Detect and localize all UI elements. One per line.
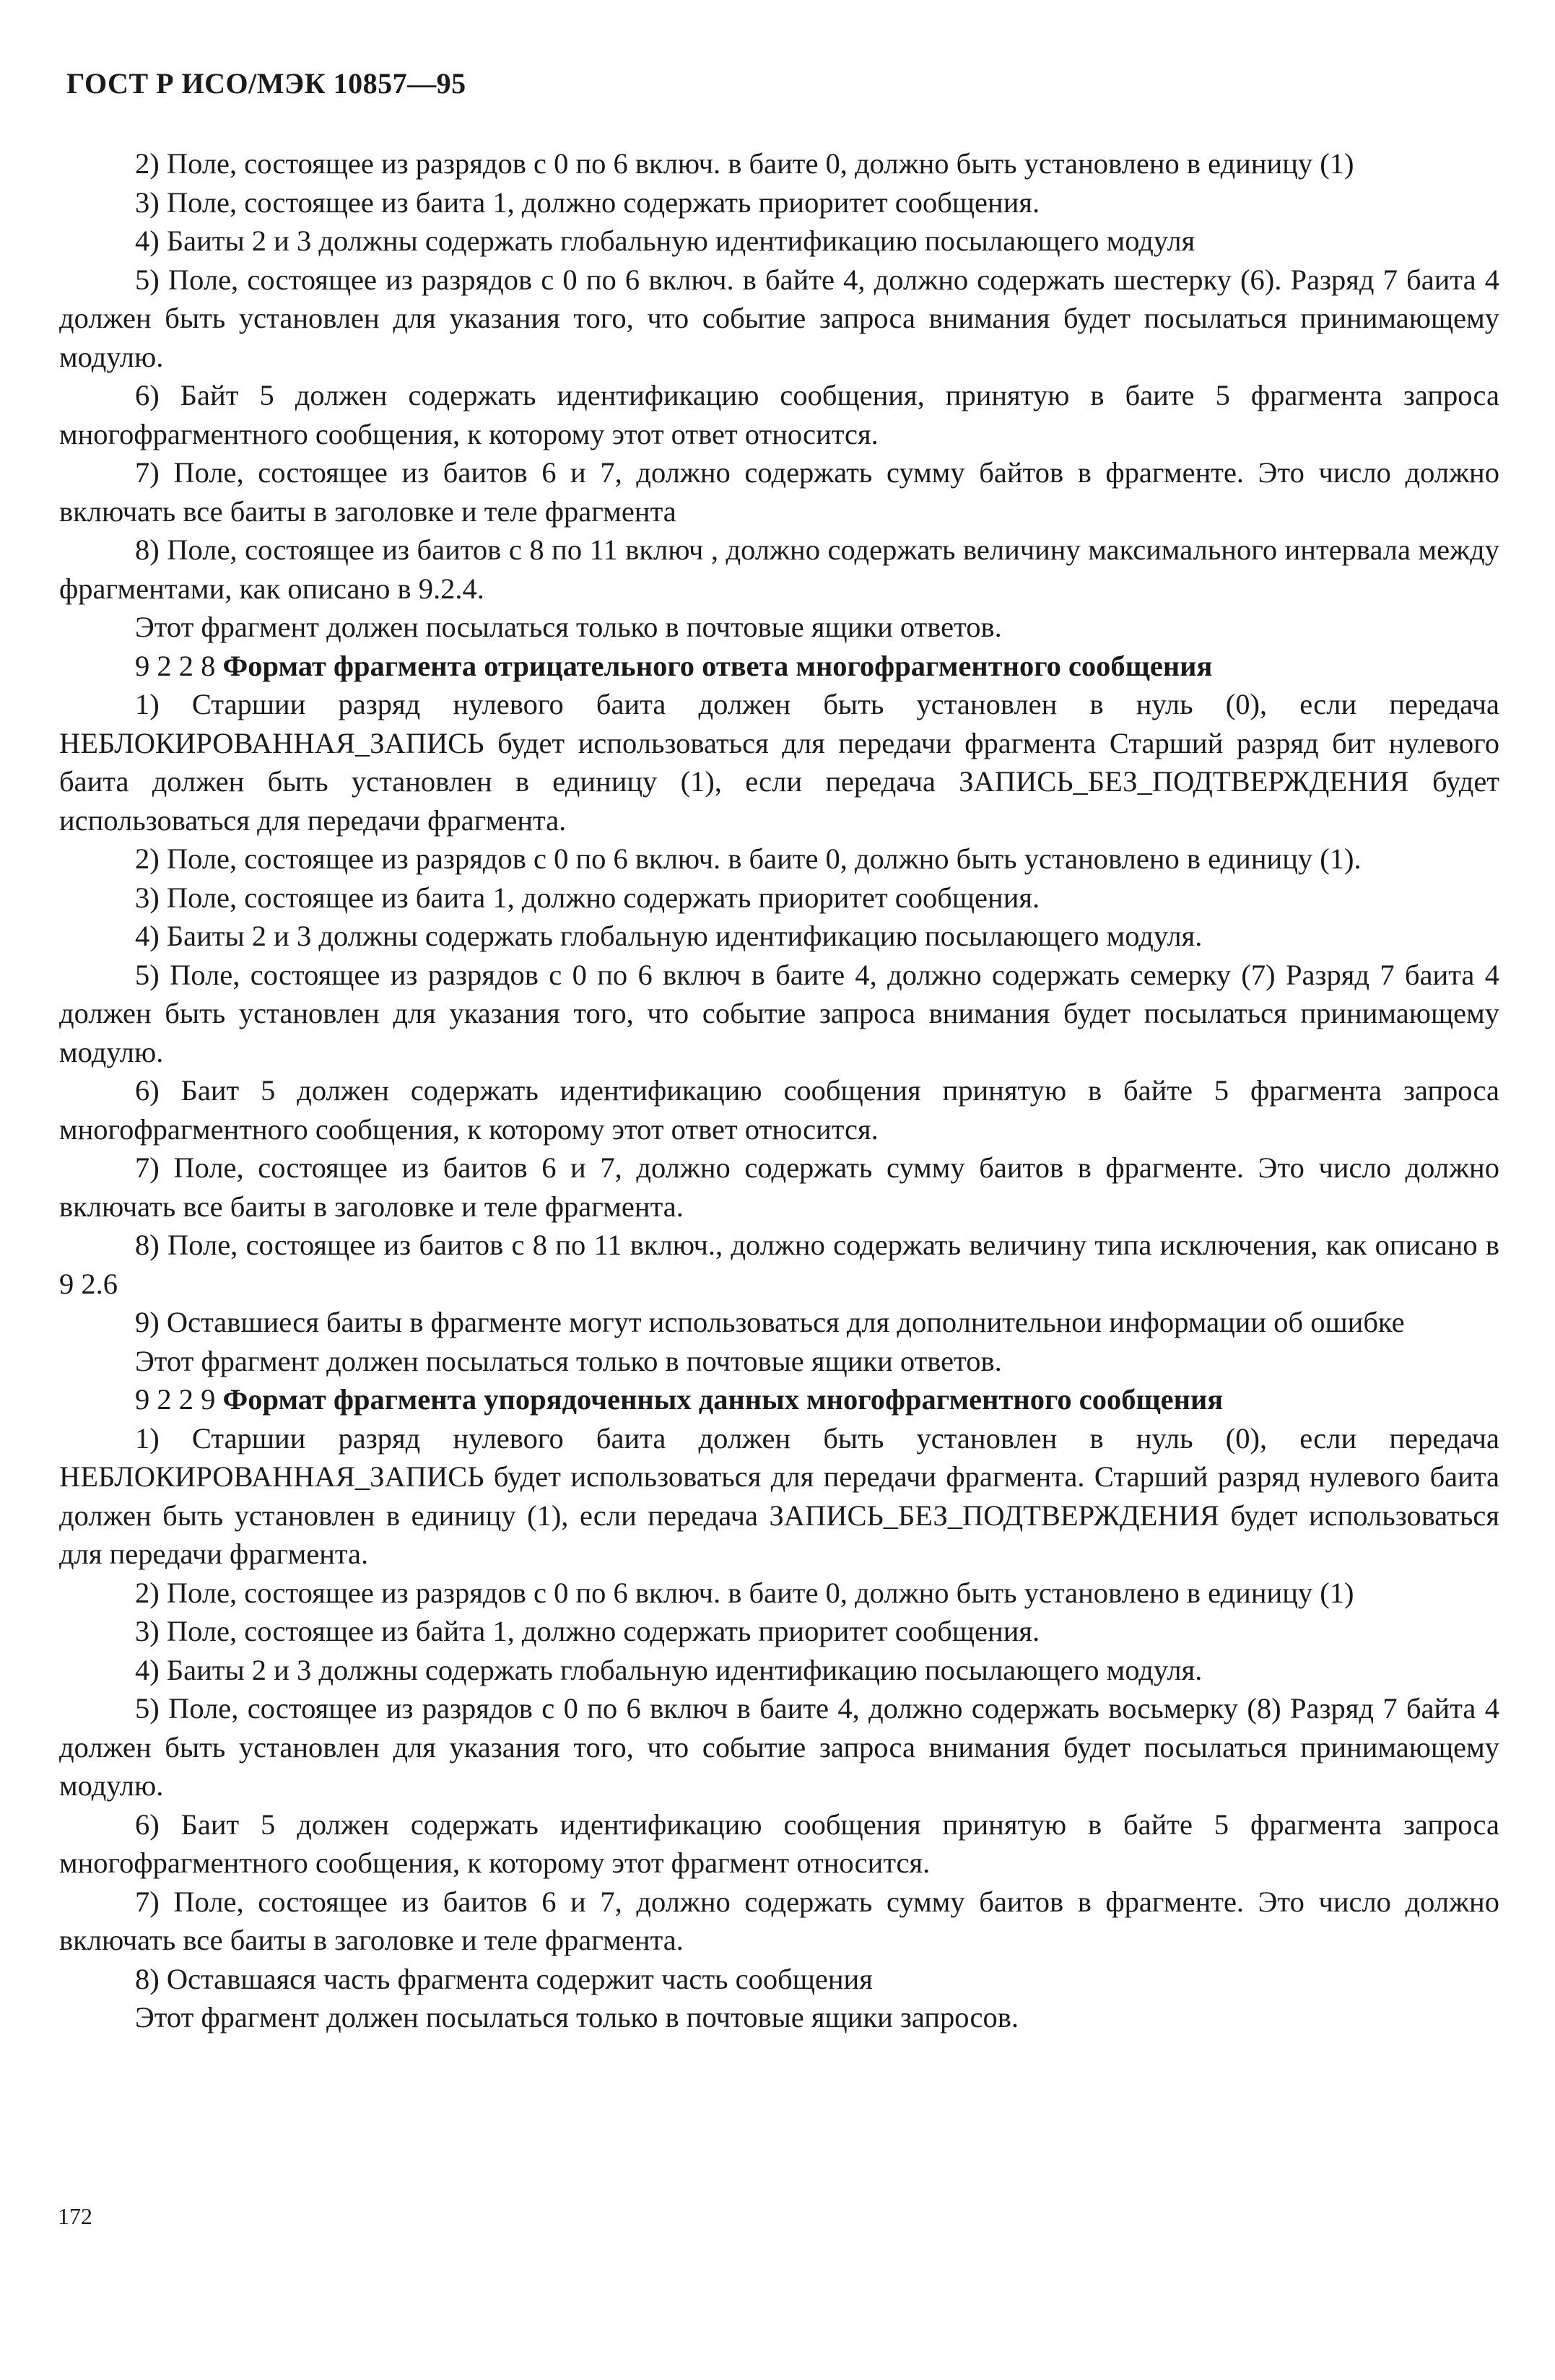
paragraph: 8) Поле, состоящее из баитов с 8 по 11 включ., должно содержать величину типа исключения, как описано в 9 2.6 [59, 1229, 1499, 1300]
paragraph: 2) Поле, состоящее из разрядов с 0 по 6 включ. в баите 0, должно быть установлено в единицу (1). [135, 842, 1362, 875]
paragraph: 2) Поле, состоящее из разрядов с 0 по 6 включ. в баите 0, должно быть установлено в единицу (1) [135, 147, 1354, 180]
paragraph: 4) Баиты 2 и 3 должны содержать глобальную идентификацию посылающего модуля [135, 225, 1195, 257]
section-number: 9 2 2 8 [135, 649, 216, 682]
section-heading [59, 1380, 1499, 1419]
paragraph: 6) Байт 5 должен содержать идентификацию сообщения, принятую в баите 5 фрагмента запроса многофрагментного сообщения, к которому этот ответ относится. [59, 379, 1499, 450]
paragraph: 7) Поле, состоящее из баитов 6 и 7, должно содержать сумму байтов в фрагменте. Это число должно включать все баиты в заголовке и теле фрагмента [59, 456, 1499, 528]
paragraph: 4) Баиты 2 и 3 должны содержать глобальную идентификацию посылающего модуля. [135, 920, 1203, 952]
paragraph: 2) Поле, состоящее из разрядов с 0 по 6 включ. в баите 0, должно быть установлено в единицу (1) [135, 1576, 1354, 1609]
paragraph: Этот фрагмент должен посылаться только в почтовые ящики запросов. [135, 2001, 1019, 2034]
paragraph: 7) Поле, состоящее из баитов 6 и 7, должно содержать сумму баитов в фрагменте. Это число должно включать все баиты в заголовке и теле фрагмента. [59, 1885, 1499, 1956]
paragraph: 5) Поле, состоящее из разрядов с 0 по 6 включ. в байте 4, должно содержать шестерку (6). Разряд 7 баита 4 должен быть установлен для указания того, что событие запроса внимания будет посылаться принимающему модулю. [59, 263, 1499, 373]
document-header: ГОСТ Р ИСО/МЭК 10857—95 [66, 67, 466, 100]
section-number: 9 2 2 9 [135, 1383, 216, 1416]
section-title: Формат фрагмента упорядоченных данных многофрагментного сообщения [222, 1383, 1224, 1416]
page-number: 172 [58, 2203, 92, 2229]
paragraph: 3) Поле, состоящее из байта 1, должно содержать приоритет сообщения. [135, 1615, 1040, 1647]
document-body [59, 144, 1499, 2037]
section-heading [59, 647, 1499, 686]
paragraph: Этот фрагмент должен посылаться только в почтовые ящики ответов. [135, 1344, 1002, 1377]
paragraph: 4) Баиты 2 и 3 должны содержать глобальную идентификацию посылающего модуля. [135, 1653, 1203, 1686]
paragraph: Этот фрагмент должен посылаться только в почтовые ящики ответов. [135, 611, 1002, 643]
paragraph: 6) Баит 5 должен содержать идентификацию сообщения принятую в байте 5 фрагмента запроса многофрагментного сообщения, к которому этот фрагмент относится. [59, 1808, 1499, 1879]
paragraph: 6) Баит 5 должен содержать идентификацию сообщения принятую в байте 5 фрагмента запроса многофрагментного сообщения, к которому этот ответ относится. [59, 1074, 1499, 1146]
paragraph: 3) Поле, состоящее из баита 1, должно содержать приоритет сообщения. [135, 186, 1040, 219]
paragraph: 8) Оставшаяся часть фрагмента содержит часть сообщения [135, 1962, 873, 1995]
section-title: Формат фрагмента отрицательного ответа многофрагментного сообщения [222, 649, 1213, 682]
paragraph: 9) Оставшиеся баиты в фрагменте могут использоваться для дополнительнои информации об ошибке [135, 1306, 1405, 1338]
paragraph: 1) Старшии разряд нулевого баита должен быть установлен в нуль (0), если передача НЕБЛОКИРОВАННАЯ_ЗАПИСЬ будет использоваться для передачи фрагмента Старший разряд бит нулевого баита должен быть установлен в единицу (1), если передача ЗАПИСЬ_БЕЗ_ПОДТВЕРЖДЕНИЯ будет использоваться для передачи фрагмента. [59, 688, 1499, 837]
paragraph: 3) Поле, состоящее из баита 1, должно содержать приоритет сообщения. [135, 881, 1040, 914]
paragraph: 1) Старшии разряд нулевого баита должен быть установлен в нуль (0), если передача НЕБЛОКИРОВАННАЯ_ЗАПИСЬ будет использоваться для передачи фрагмента. Старший разряд нулевого баита должен быть установлен в единицу (1), если передача ЗАПИСЬ_БЕЗ_ПОДТВЕРЖДЕНИЯ будет использоваться для передачи фрагмента. [59, 1421, 1499, 1570]
paragraph: 5) Поле, состоящее из разрядов с 0 по 6 включ в баите 4, должно содержать семерку (7) Разряд 7 баита 4 должен быть установлен для указания того, что событие запроса внимания будет посылаться принимающему модулю. [59, 958, 1499, 1068]
paragraph: 8) Поле, состоящее из баитов с 8 по 11 включ , должно содержать величину максимального интервала между фрагментами, как описано в 9.2.4. [59, 533, 1499, 605]
paragraph: 7) Поле, состоящее из баитов 6 и 7, должно содержать сумму баитов в фрагменте. Это число должно включать все баиты в заголовке и теле фрагмента. [59, 1151, 1499, 1223]
paragraph: 5) Поле, состоящее из разрядов с 0 по 6 включ в баите 4, должно содержать восьмерку (8) Разряд 7 байта 4 должен быть установлен для указания того, что событие запроса внимания будет посылаться принимающему модулю. [59, 1692, 1499, 1802]
